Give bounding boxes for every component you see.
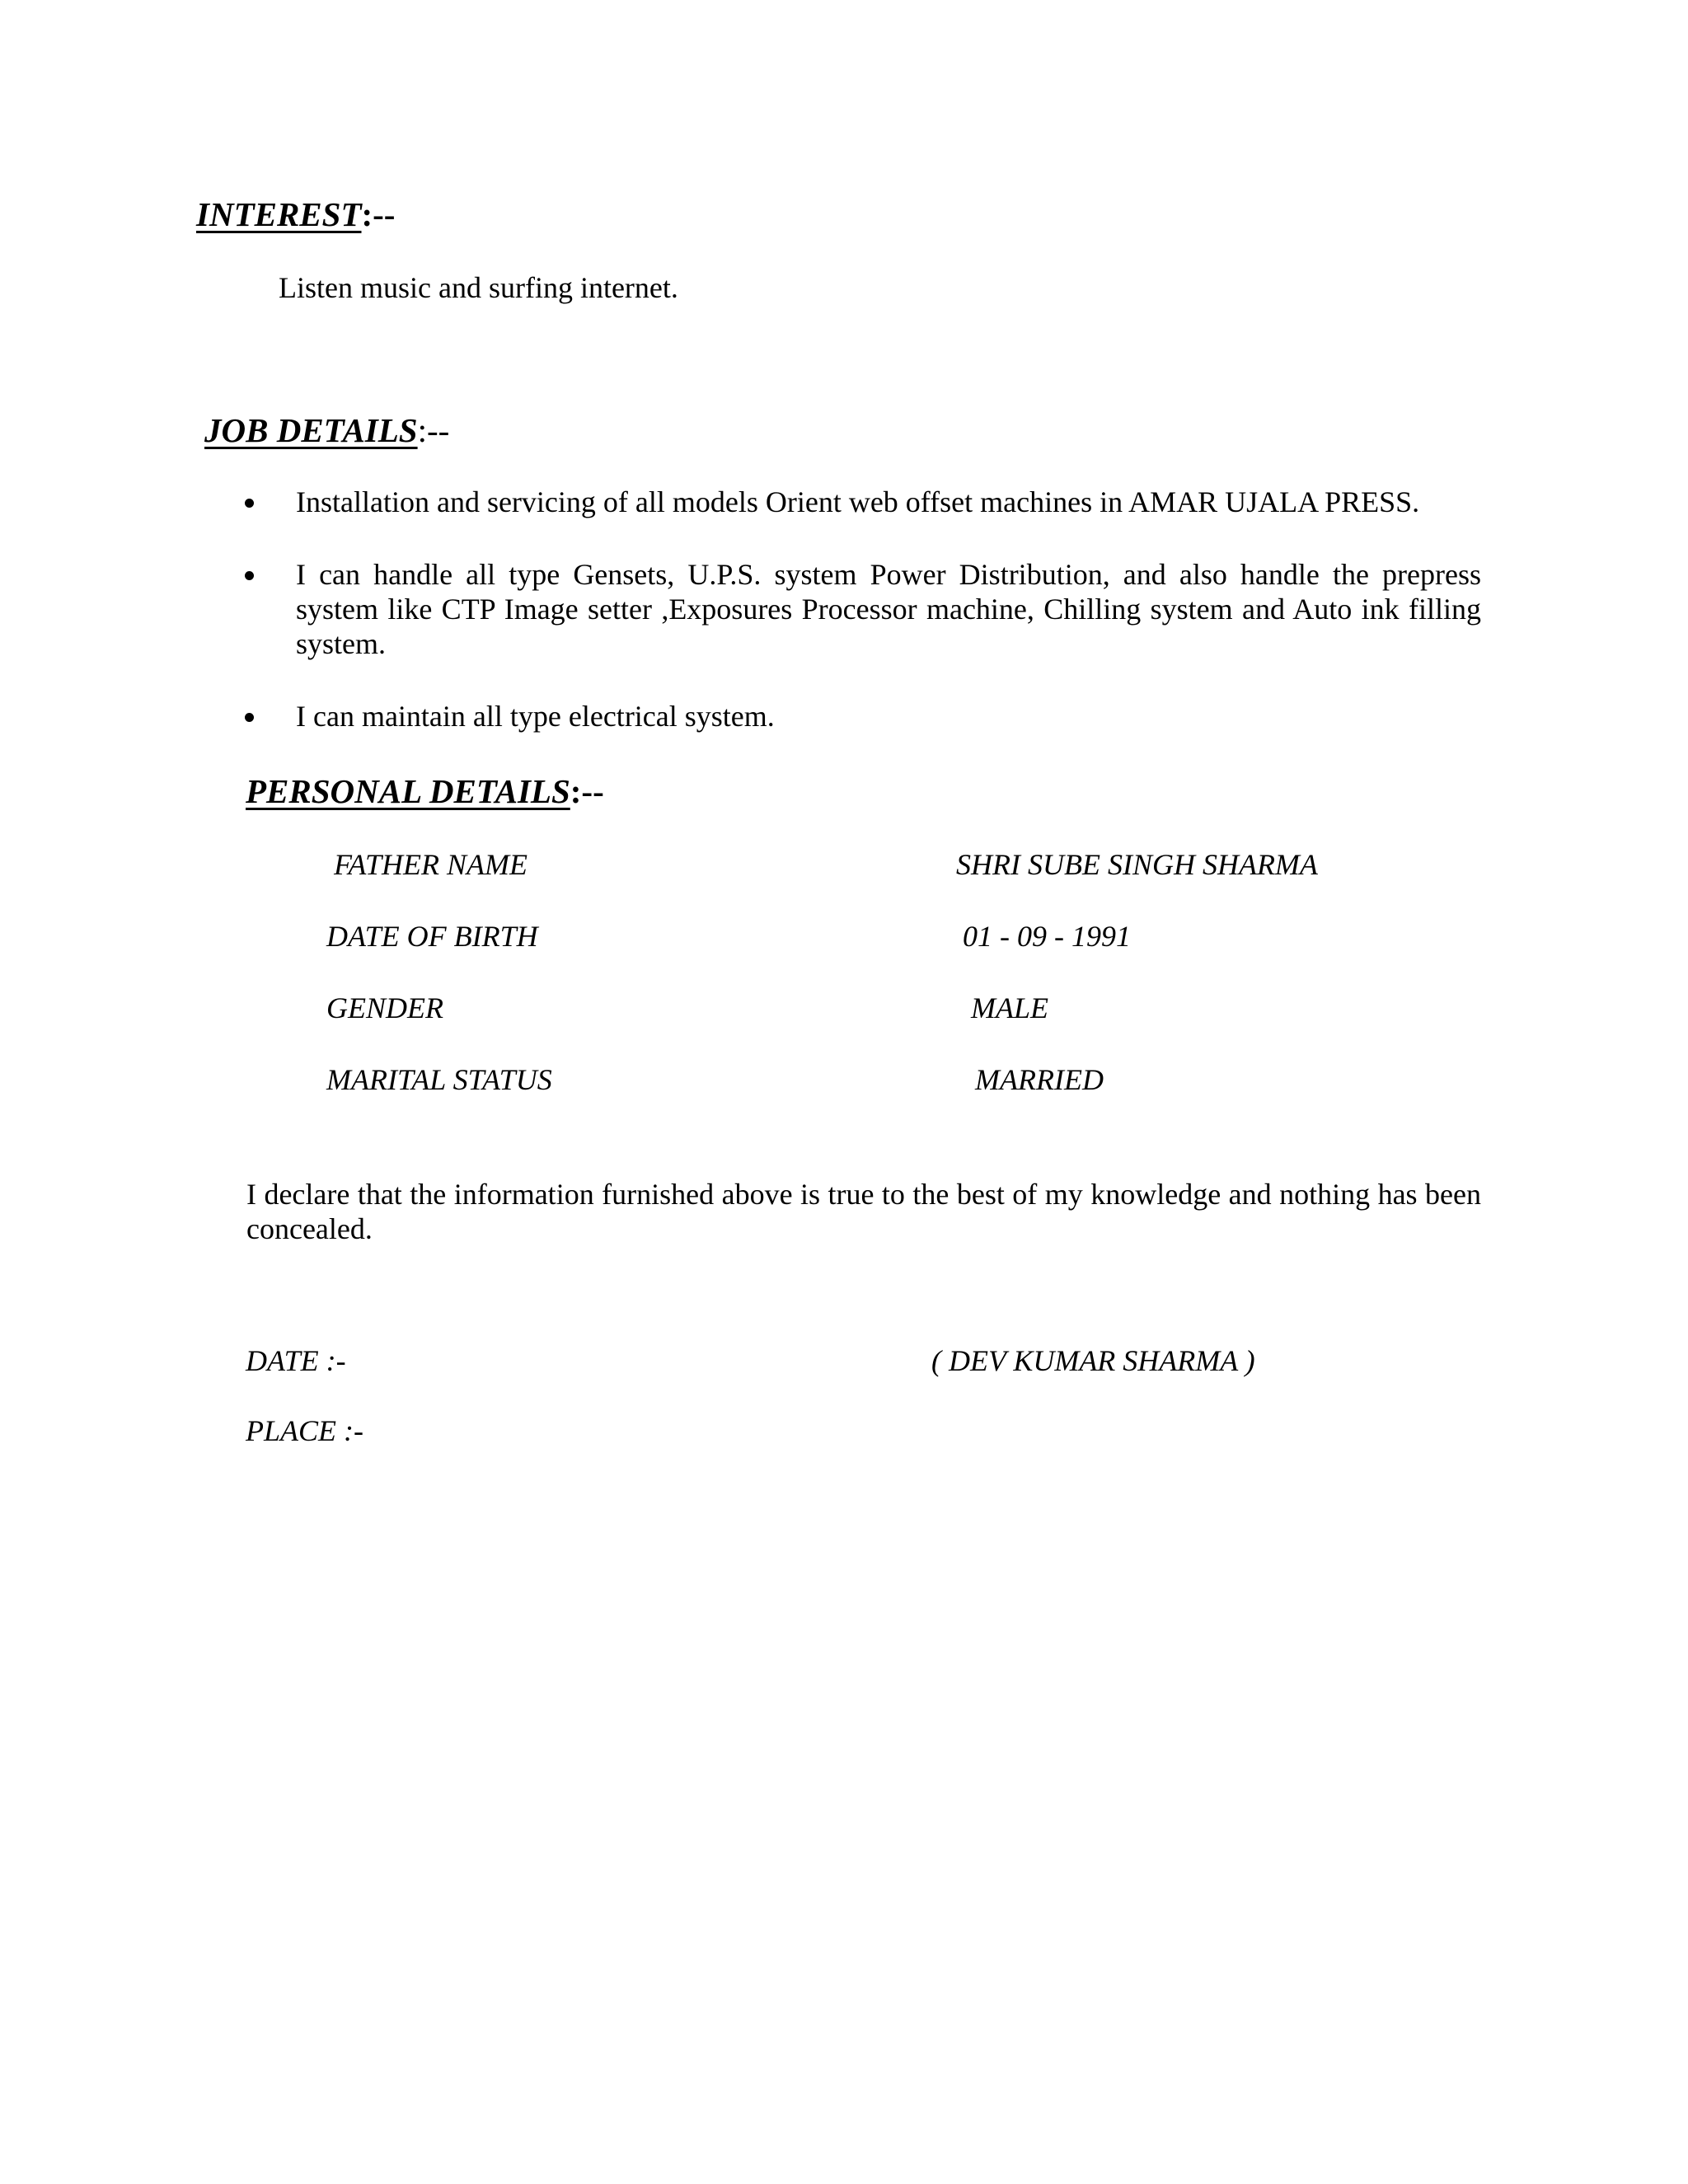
personal-details-heading-text: PERSONAL DETAILS: [246, 772, 570, 810]
job-detail-text: I can maintain all type electrical system.: [296, 700, 775, 733]
personal-details-heading: [246, 772, 604, 810]
signature-name: ( DEV KUMAR SHARMA ): [931, 1344, 1255, 1377]
gender-label: GENDER: [326, 991, 443, 1024]
date-label: DATE :-: [246, 1344, 346, 1377]
interest-heading-text: INTEREST: [196, 195, 362, 233]
place-label: PLACE :-: [246, 1414, 363, 1447]
marital-status-label: MARITAL STATUS: [326, 1063, 552, 1096]
interest-text: Listen music and surfing internet.: [279, 271, 678, 304]
date-of-birth-label: DATE OF BIRTH: [326, 920, 538, 953]
interest-heading-suffix: :--: [361, 195, 396, 233]
date-of-birth-value: 01 - 09 - 1991: [963, 920, 1131, 953]
bullet-icon: [245, 571, 254, 580]
father-name-label: FATHER NAME: [334, 848, 528, 881]
list-item: [245, 485, 1481, 519]
gender-value: MALE: [971, 991, 1048, 1024]
job-details-heading-suffix: :--: [417, 411, 450, 449]
job-detail-text: I can handle all type Gensets, U.P.S. system Power Distribution, and also handle the prepress system like CTP Image setter ,Exposures Processor machine, Chilling system and Auto ink filling system.: [296, 558, 1481, 660]
father-name-value: SHRI SUBE SINGH SHARMA: [956, 848, 1318, 881]
job-details-heading: [204, 411, 450, 449]
job-details-heading-text: JOB DETAILS: [204, 411, 418, 449]
job-details-list: [245, 485, 1481, 733]
job-detail-text: Installation and servicing of all models Orient web offset machines in AMAR UJALA PRESS.: [296, 485, 1420, 518]
list-item: [245, 557, 1481, 661]
list-item: [245, 699, 1481, 733]
declaration-text: I declare that the information furnished above is true to the best of my knowledge and nothing has been concealed.: [246, 1178, 1481, 1245]
bullet-icon: [245, 499, 254, 508]
personal-details-heading-suffix: :--: [570, 772, 604, 810]
marital-status-value: MARRIED: [975, 1063, 1104, 1096]
bullet-icon: [245, 713, 254, 722]
interest-heading: [196, 195, 396, 233]
